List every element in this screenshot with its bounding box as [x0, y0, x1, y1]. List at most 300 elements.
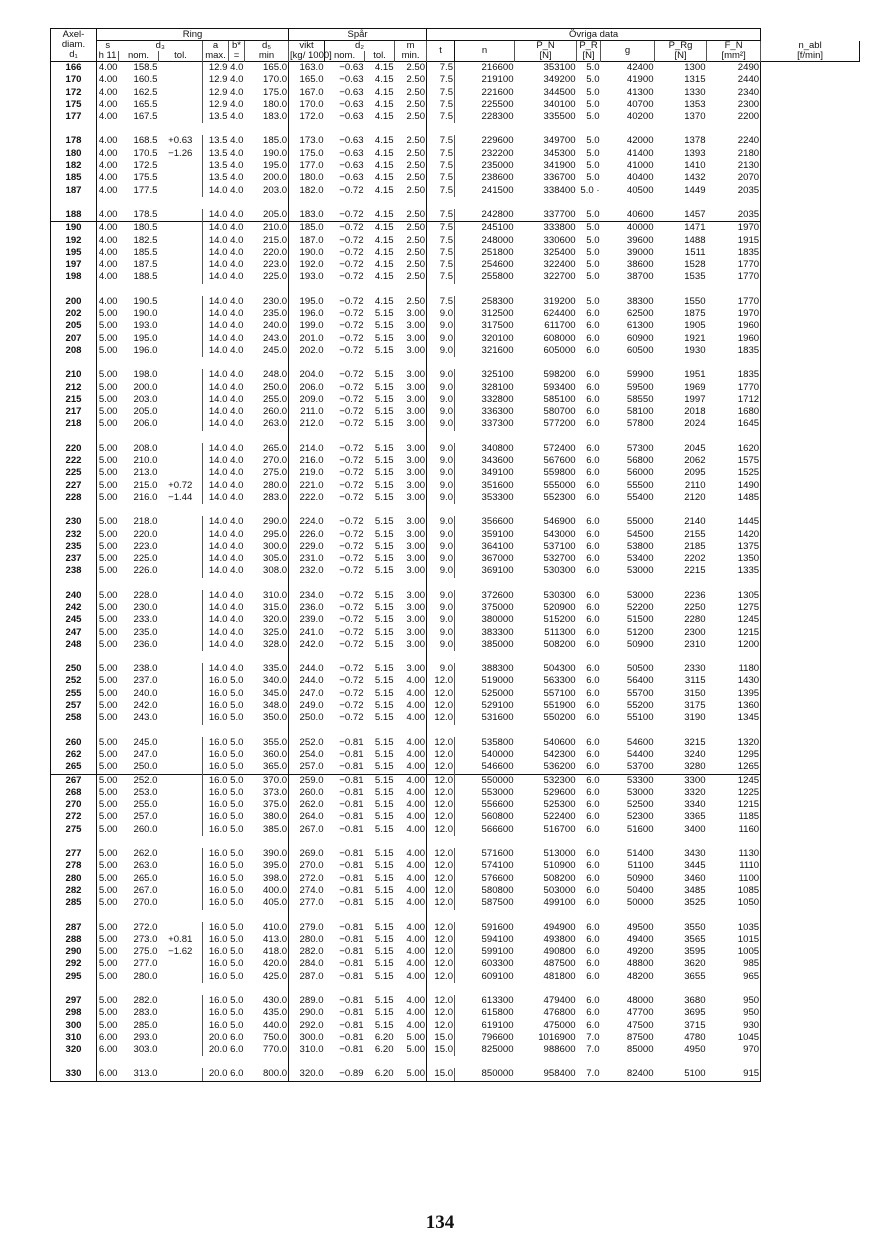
- spacer-cell: [515, 836, 577, 848]
- table-cell: [159, 541, 203, 553]
- spacer-cell: [203, 123, 229, 135]
- spacer-cell: [365, 284, 395, 296]
- spacer-cell: [601, 983, 655, 995]
- table-cell: 591600: [481, 921, 514, 933]
- table-cell: 750.0: [245, 1032, 289, 1044]
- table-cell: 4.15: [374, 259, 394, 271]
- table-cell: 7.5: [427, 87, 455, 99]
- table-cell: [159, 235, 203, 247]
- table-cell: 6.00: [98, 1031, 118, 1043]
- table-cell: 4.00: [98, 62, 118, 73]
- table-cell: 160.5: [133, 74, 158, 86]
- table-cell: [159, 160, 203, 172]
- table-cell: 3.00: [395, 467, 427, 479]
- spacer-cell: [119, 123, 159, 135]
- table-cell: 175.0: [299, 147, 324, 159]
- table-cell: 290.0: [245, 516, 289, 528]
- table-cell: 4.15: [374, 111, 394, 123]
- table-row: [51, 172, 860, 184]
- table-cell: 1395: [707, 688, 761, 700]
- table-row: [51, 553, 860, 565]
- table-row: [51, 602, 860, 614]
- table-cell: 1960: [707, 333, 761, 345]
- table-cell: 5.00: [98, 970, 118, 982]
- table-cell: 15.0: [427, 1044, 455, 1056]
- table-cell: 9.0: [427, 639, 455, 651]
- table-cell: 321600: [481, 344, 514, 356]
- table-cell: 3485: [684, 884, 706, 896]
- table-cell: 197: [51, 259, 97, 271]
- table-row: [51, 418, 860, 430]
- table-cell: 4.00: [395, 873, 427, 885]
- table-cell: 6.0: [586, 811, 600, 823]
- table-cell: 228300: [481, 111, 514, 123]
- table-cell: 335.0: [245, 663, 289, 675]
- spacer-cell: [119, 504, 159, 516]
- spacer-cell: [655, 123, 707, 135]
- table-cell: 5.00: [98, 601, 118, 613]
- table-cell: 12.0: [427, 946, 455, 958]
- table-cell: 13.5: [208, 135, 228, 147]
- spacer-cell: [427, 197, 455, 209]
- table-cell: 243.0: [245, 333, 289, 345]
- table-cell: 6.20: [365, 1068, 395, 1081]
- table-cell: 950: [707, 1007, 761, 1019]
- table-cell: 800.0: [245, 1068, 289, 1081]
- table-cell: 295: [51, 971, 97, 983]
- table-cell: 611700: [544, 320, 576, 332]
- table-cell: 3.00: [395, 602, 427, 614]
- table-cell: 264.0: [299, 811, 324, 823]
- table-cell: 293.0: [133, 1031, 158, 1043]
- table-cell: −0.72: [339, 540, 364, 552]
- table-cell: 87500: [626, 1031, 654, 1043]
- table-cell: 20.0: [203, 1068, 229, 1081]
- table-cell: 14.0: [208, 540, 228, 552]
- table-cell: 185.0: [289, 222, 325, 235]
- table-cell: 284.0: [299, 958, 324, 970]
- table-cell: 229600: [481, 135, 514, 147]
- table-cell: 5.15: [374, 320, 394, 332]
- table-cell: 1680: [707, 406, 761, 418]
- table-cell: 5.00: [98, 553, 118, 565]
- table-cell: 12.0: [427, 799, 455, 811]
- row-spacer: [51, 1056, 860, 1068]
- table-cell: 5.00: [98, 455, 118, 467]
- table-cell: 4.0: [230, 98, 244, 110]
- table-cell: 1180: [707, 663, 761, 675]
- table-cell: 180.0: [299, 172, 324, 184]
- table-cell: 5.00: [98, 565, 118, 577]
- table-cell: 770.0: [245, 1044, 289, 1056]
- table-cell: −0.72: [339, 320, 364, 332]
- table-cell: 175.0: [245, 87, 289, 99]
- table-cell: 4.0: [230, 332, 244, 344]
- table-cell: 195.0: [299, 295, 324, 307]
- table-cell: 9.0: [427, 455, 455, 467]
- table-cell: 1490: [707, 480, 761, 492]
- table-cell: 2140: [684, 516, 706, 528]
- table-row: [51, 995, 860, 1007]
- table-cell: 4.00: [395, 958, 427, 970]
- table-cell: 16.0: [208, 687, 228, 699]
- spacer-cell: [455, 197, 515, 209]
- table-cell: 220.0: [245, 247, 289, 259]
- spacer-cell: [325, 836, 365, 848]
- table-cell: 236.0: [133, 638, 158, 650]
- table-cell: 1485: [707, 492, 761, 504]
- table-cell: 196.0: [133, 344, 158, 356]
- spacer-cell: [97, 725, 119, 737]
- table-cell: 3.00: [395, 541, 427, 553]
- table-cell: 5.00: [98, 332, 118, 344]
- table-cell: 55200: [626, 700, 654, 712]
- table-cell: 1016900: [538, 1031, 576, 1043]
- table-cell: [159, 333, 203, 345]
- table-cell: [159, 774, 203, 787]
- table-cell: 1457: [684, 208, 706, 220]
- table-cell: 47700: [626, 1007, 654, 1019]
- spacer-cell: [119, 578, 159, 590]
- table-cell: 525300: [543, 799, 576, 811]
- table-cell: 5.15: [374, 589, 394, 601]
- table-cell: 3400: [684, 823, 706, 835]
- table-cell: 168.5: [133, 135, 158, 147]
- table-cell: 53000: [626, 786, 654, 798]
- table-cell: 250: [51, 663, 97, 675]
- table-cell: 4.00: [395, 897, 427, 909]
- table-cell: −0.81: [339, 748, 364, 760]
- table-cell: 310: [51, 1032, 97, 1044]
- table-cell: 1575: [707, 455, 761, 467]
- table-cell: 4.0: [230, 111, 244, 123]
- table-cell: 3445: [684, 860, 706, 872]
- table-cell: 2024: [684, 418, 706, 430]
- col-pn: P_N: [515, 41, 577, 52]
- table-cell: 405.0: [245, 897, 289, 909]
- table-cell: 203.0: [133, 393, 158, 405]
- spacer-cell: [289, 123, 325, 135]
- spacer-cell: [515, 725, 577, 737]
- table-cell: 1160: [707, 824, 761, 836]
- table-cell: −0.63: [339, 147, 364, 159]
- table-cell: 20.0: [208, 1044, 228, 1056]
- spacer-cell: [159, 836, 203, 848]
- table-cell: 6.0: [586, 860, 600, 872]
- table-cell: −0.72: [325, 222, 365, 235]
- spacer-cell: [577, 197, 601, 209]
- table-cell: 2236: [684, 589, 706, 601]
- spacer-cell: [289, 725, 325, 737]
- table-cell: 16.0: [208, 736, 228, 748]
- table-cell: −0.81: [339, 970, 364, 982]
- table-cell: 40500: [626, 184, 654, 196]
- table-cell: 5.00: [98, 344, 118, 356]
- table-cell: 5.00: [98, 1007, 118, 1019]
- table-cell: 1835: [707, 345, 761, 357]
- table-cell: 182.0: [299, 184, 324, 196]
- spacer-cell: [655, 836, 707, 848]
- table-cell: −0.72: [339, 246, 364, 258]
- table-cell: 5.0: [230, 860, 244, 872]
- table-cell: 225.0: [133, 553, 158, 565]
- table-cell: 4.0: [230, 516, 244, 528]
- spacer-cell: [515, 431, 577, 443]
- table-cell: 55700: [626, 687, 654, 699]
- spacer-cell: [427, 1056, 455, 1068]
- table-cell: 340.0: [245, 675, 289, 687]
- spacer-cell: [365, 578, 395, 590]
- table-cell: 580700: [543, 406, 576, 418]
- table-cell: 5100: [655, 1068, 707, 1081]
- col-m-min: min.: [395, 51, 427, 62]
- table-cell: 4.00: [98, 295, 118, 307]
- table-cell: 183.0: [245, 111, 289, 123]
- table-cell: 2.50: [395, 296, 427, 308]
- table-cell: 6.00: [97, 1068, 119, 1081]
- spacer-cell: [97, 357, 119, 369]
- table-cell: 3.00: [395, 345, 427, 357]
- spacer-cell: [97, 197, 119, 209]
- table-cell: 4.00: [98, 184, 118, 196]
- table-cell: 3620: [684, 958, 706, 970]
- table-cell: 16.0: [208, 1019, 228, 1031]
- table-row: [51, 848, 860, 860]
- table-cell: 3.00: [395, 369, 427, 381]
- table-cell: 188: [51, 209, 97, 222]
- table-cell: 540600: [543, 736, 576, 748]
- spacer-cell: [97, 431, 119, 443]
- table-cell: 247.0: [133, 748, 158, 760]
- table-cell: 55400: [626, 491, 654, 503]
- table-cell: 481800: [543, 970, 576, 982]
- table-cell: 57800: [626, 418, 654, 430]
- table-cell: 5.00: [98, 823, 118, 835]
- table-cell: 242: [51, 602, 97, 614]
- table-row: [51, 1044, 860, 1056]
- table-cell: 226.0: [299, 528, 324, 540]
- spacer-cell: [159, 504, 203, 516]
- table-cell: 3.00: [395, 590, 427, 602]
- table-cell: [159, 1032, 203, 1044]
- table-cell: 5.00: [97, 774, 119, 787]
- table-cell: 4.0: [230, 74, 244, 86]
- table-cell: −0.81: [339, 1044, 364, 1056]
- spacer-cell: [51, 983, 97, 995]
- col-d3: d₃: [119, 41, 203, 52]
- table-cell: 5.15: [374, 308, 394, 320]
- table-cell: 52500: [626, 799, 654, 811]
- table-row: [51, 529, 860, 541]
- table-cell: 2310: [684, 638, 706, 650]
- table-cell: 5.0: [230, 761, 244, 773]
- table-cell: 4.0: [230, 184, 244, 196]
- table-cell: 6.0: [577, 774, 601, 787]
- table-cell: 4.0: [230, 208, 244, 220]
- spacer-cell: [395, 578, 427, 590]
- table-cell: 4.0: [230, 369, 244, 381]
- table-cell: 292.0: [299, 1019, 324, 1031]
- table-cell: 560800: [481, 811, 514, 823]
- table-cell: 12.9: [208, 86, 228, 98]
- spacer-cell: [325, 578, 365, 590]
- table-cell: 7.5: [427, 111, 455, 123]
- row-spacer: [51, 836, 860, 848]
- table-cell: 60900: [626, 332, 654, 344]
- table-cell: 177.5: [133, 184, 158, 196]
- table-row: [51, 455, 860, 467]
- table-cell: 2070: [707, 172, 761, 184]
- table-cell: 4.00: [395, 761, 427, 774]
- spacer-cell: [159, 578, 203, 590]
- table-cell: 5.15: [374, 823, 394, 835]
- table-cell: 205.0: [133, 406, 158, 418]
- table-cell: −0.72: [339, 614, 364, 626]
- table-cell: 39600: [626, 234, 654, 246]
- table-cell: 260: [51, 737, 97, 749]
- table-cell: 57300: [626, 442, 654, 454]
- spacer-cell: [577, 578, 601, 590]
- table-cell: 525000: [481, 687, 514, 699]
- table-cell: 60500: [626, 344, 654, 356]
- table-cell: 278: [51, 860, 97, 872]
- table-cell: 228: [51, 492, 97, 504]
- table-cell: 1335: [707, 565, 761, 577]
- table-cell: 5.00: [98, 516, 118, 528]
- table-cell: [159, 712, 203, 724]
- spacer-cell: [245, 578, 289, 590]
- table-cell: 4.15: [374, 246, 394, 258]
- table-cell: 203.0: [245, 185, 289, 197]
- table-cell: 3215: [684, 736, 706, 748]
- table-cell: 4.15: [374, 172, 394, 184]
- table-cell: 225500: [481, 98, 514, 110]
- table-cell: 200: [51, 296, 97, 308]
- spacer-cell: [395, 357, 427, 369]
- table-cell: 3280: [684, 761, 706, 773]
- table-row: [51, 492, 860, 504]
- table-cell: 177.0: [299, 160, 324, 172]
- table-cell: 6.0: [586, 516, 600, 528]
- table-cell: 280.0: [245, 480, 289, 492]
- table-cell: 5.0: [230, 848, 244, 860]
- table-cell: 6.20: [374, 1031, 394, 1043]
- table-cell: 270.0: [299, 860, 324, 872]
- spacer-cell: [427, 836, 455, 848]
- table-cell: 559800: [543, 467, 576, 479]
- table-cell: −0.72: [339, 663, 364, 675]
- table-cell: 15.0: [427, 1068, 455, 1081]
- table-cell: 337300: [481, 418, 514, 430]
- table-cell: 262.0: [133, 848, 158, 860]
- table-cell: 280: [51, 873, 97, 885]
- table-cell: [159, 99, 203, 111]
- table-cell: 5.15: [374, 455, 394, 467]
- table-cell: 9.0: [427, 516, 455, 528]
- table-cell: 335500: [543, 111, 576, 123]
- table-cell: 5.15: [374, 344, 394, 356]
- table-cell: 2.50: [395, 62, 427, 75]
- table-cell: 170: [51, 74, 97, 86]
- table-cell: 14.0: [208, 589, 228, 601]
- table-cell: −0.72: [339, 406, 364, 418]
- table-cell: 4.0: [230, 160, 244, 172]
- table-cell: 165.0: [299, 74, 324, 86]
- table-cell: 4.00: [98, 160, 118, 172]
- table-cell: 4.0: [230, 172, 244, 184]
- table-cell: 1215: [707, 627, 761, 639]
- table-cell: 4.0: [230, 135, 244, 147]
- table-cell: 216.0: [299, 455, 324, 467]
- table-cell: 12.0: [427, 958, 455, 970]
- table-cell: 4.00: [395, 774, 427, 787]
- table-cell: [159, 74, 203, 86]
- table-cell: 12.0: [427, 848, 455, 860]
- table-cell: 5.0: [586, 62, 600, 73]
- table-cell: 4.0: [230, 246, 244, 258]
- spacer-cell: [325, 1056, 365, 1068]
- table-cell: 493800: [543, 933, 576, 945]
- table-cell: 7.5: [427, 271, 455, 283]
- spacer-cell: [119, 284, 159, 296]
- table-cell: 5.15: [374, 1019, 394, 1031]
- table-cell: 4.00: [395, 934, 427, 946]
- spacer-cell: [203, 725, 229, 737]
- table-cell: 188.5: [133, 271, 158, 283]
- spacer-cell: [365, 1056, 395, 1068]
- spacer-cell: [229, 431, 245, 443]
- spacer-cell: [707, 357, 761, 369]
- table-cell: 552300: [543, 491, 576, 503]
- table-cell: 6.0: [586, 589, 600, 601]
- table-cell: 14.0: [208, 393, 228, 405]
- table-cell: [159, 663, 203, 675]
- table-cell: [159, 222, 203, 235]
- spacer-cell: [455, 725, 515, 737]
- table-cell: 58100: [626, 406, 654, 418]
- spacer-cell: [51, 1056, 97, 1068]
- table-cell: −0.72: [339, 344, 364, 356]
- table-cell: 6.0: [586, 761, 600, 773]
- spacer-cell: [203, 431, 229, 443]
- table-cell: 14.0: [208, 601, 228, 613]
- table-cell: 282.0: [299, 946, 324, 958]
- table-cell: 531600: [481, 712, 514, 724]
- table-cell: −0.81: [339, 811, 364, 823]
- table-cell: 187.0: [299, 234, 324, 246]
- table-cell: 395.0: [245, 860, 289, 872]
- table-cell: 5.00: [395, 1032, 427, 1044]
- table-cell: 1960: [707, 320, 761, 332]
- table-row: [51, 590, 860, 602]
- header-ovriga: Övriga data: [427, 29, 761, 41]
- table-cell: 6.0: [586, 442, 600, 454]
- table-cell: 6.0: [586, 958, 600, 970]
- spacer-cell: [577, 725, 601, 737]
- table-cell: 4.00: [97, 222, 119, 235]
- table-cell: 5.00: [98, 491, 118, 503]
- table-cell: 4.15: [374, 184, 394, 196]
- table-cell: 345.0: [245, 688, 289, 700]
- table-cell: 1620: [707, 443, 761, 455]
- table-cell: 47500: [626, 1019, 654, 1031]
- table-cell: 190.0: [299, 246, 324, 258]
- table-cell: 230.0: [245, 296, 289, 308]
- table-cell: [159, 185, 203, 197]
- spacer-cell: [365, 910, 395, 922]
- table-cell: 4.00: [395, 922, 427, 934]
- table-row: [51, 873, 860, 885]
